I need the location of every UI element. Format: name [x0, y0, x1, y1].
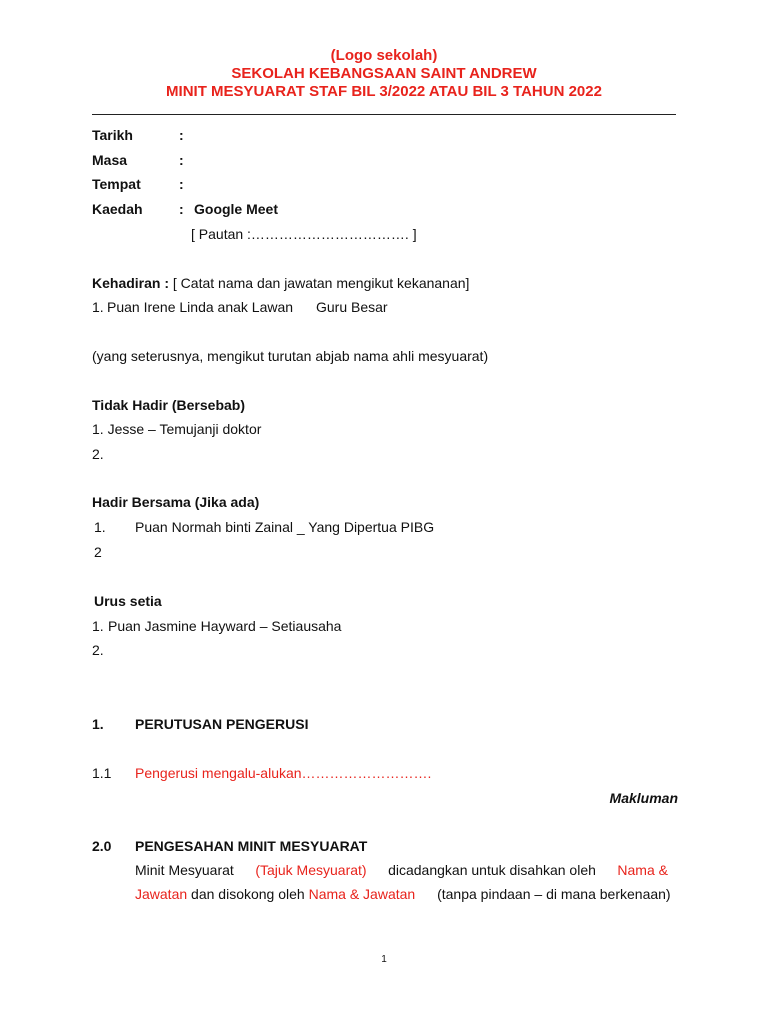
tarikh-colon: : [179, 127, 184, 143]
section-2-disokong-text: dan disokong oleh [191, 886, 305, 902]
hadir-bersama-heading: Hadir Bersama (Jika ada) [92, 494, 260, 510]
section-2-minit-text: Minit Mesyuarat [135, 862, 234, 878]
kaedah-label: Kaedah [92, 201, 143, 217]
tempat-colon: : [179, 176, 184, 192]
hadir-bersama-item-1-text: Puan Normah binti Zainal _ Yang Dipertua PIBG [135, 519, 435, 535]
tidak-hadir-item-2: 2. [92, 446, 104, 462]
urus-setia-item-1-number: 1. [92, 618, 104, 634]
section-2-nama-placeholder-2: Nama & Jawatan [308, 886, 416, 902]
document-title: MINIT MESYUARAT STAF BIL 3/2022 ATAU BIL 3 TAHUN 2022 [166, 83, 602, 100]
section-2-line-1 [135, 862, 668, 878]
pautan-link-placeholder: [ Pautan :……………………………. ] [191, 226, 417, 242]
page-number: 1 [381, 954, 387, 965]
section-1-1-number: 1.1 [92, 765, 112, 781]
hadir-bersama-item-2-number: 2 [94, 544, 102, 560]
makluman-label: Makluman [609, 790, 678, 806]
urus-setia-item-2-number: 2. [92, 642, 104, 658]
section-2-tajuk-placeholder: (Tajuk Mesyuarat) [255, 862, 367, 878]
masa-colon: : [179, 152, 184, 168]
school-name: SEKOLAH KEBANGSAAN SAINT ANDREW [231, 65, 537, 82]
section-2-dicadangkan-text: dicadangkan untuk disahkan oleh [388, 862, 596, 878]
section-2-nama-placeholder-1: Nama & [617, 862, 668, 878]
section-2-title: PENGESAHAN MINIT MESYUARAT [135, 838, 368, 854]
tidak-hadir-heading: Tidak Hadir (Bersebab) [92, 397, 246, 413]
tidak-hadir-item-1: 1. Jesse – Temujanji doktor [92, 421, 262, 437]
kehadiran-item-1-number: 1. [92, 299, 104, 315]
urus-setia-item-1-text: Puan Jasmine Hayward – Setiausaha [108, 618, 342, 634]
kehadiran-heading [92, 275, 469, 291]
section-1-number: 1. [92, 716, 104, 732]
tarikh-label: Tarikh [92, 127, 133, 143]
kehadiran-label: Kehadiran : [92, 275, 170, 291]
hadir-bersama-item-1-number: 1. [94, 519, 106, 535]
kehadiran-item-1-role: Guru Besar [316, 299, 388, 315]
urus-setia-heading: Urus setia [94, 593, 162, 609]
section-2-number: 2.0 [92, 838, 112, 854]
section-2-line-2 [135, 886, 671, 902]
masa-label: Masa [92, 152, 128, 168]
section-1-1-text: Pengerusi mengalu-alukan………………………. [135, 765, 432, 781]
logo-placeholder: (Logo sekolah) [330, 47, 438, 64]
header-divider [92, 114, 676, 115]
kehadiran-note: [ Catat nama dan jawatan mengikut kekananan] [172, 275, 470, 291]
section-1-title: PERUTUSAN PENGERUSI [135, 716, 309, 732]
kehadiran-followup-note: (yang seterusnya, mengikut turutan abjab nama ahli mesyuarat) [92, 348, 489, 364]
kaedah-colon: : [179, 201, 184, 217]
section-2-tanpa-pindaan: (tanpa pindaan – di mana berkenaan) [437, 886, 671, 902]
kehadiran-item-1-name: Puan Irene Linda anak Lawan [107, 299, 294, 315]
section-2-jawatan-placeholder: Jawatan [135, 886, 188, 902]
tempat-label: Tempat [92, 176, 141, 192]
kaedah-value: Google Meet [194, 201, 279, 217]
